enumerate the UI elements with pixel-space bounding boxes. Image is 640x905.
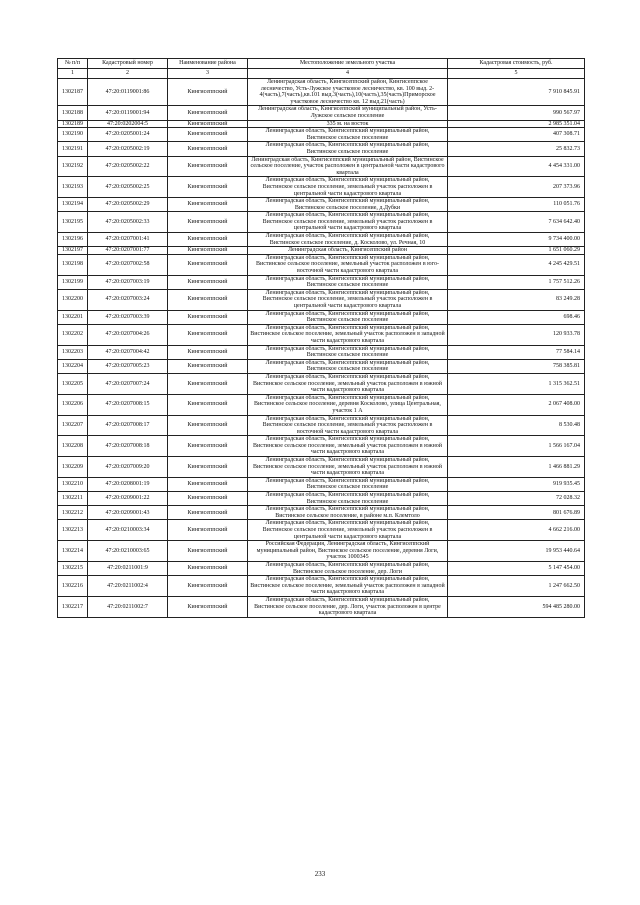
cadastral-cost: 19 953 440.64 bbox=[448, 541, 585, 562]
table-row bbox=[58, 289, 585, 310]
cadastral-number: 47:20:0202004:5 bbox=[88, 120, 168, 128]
row-number: 1302209 bbox=[58, 457, 88, 478]
location: Ленинградская область, Кингисеппский муниципальный район, Вистинское сельское поселение, земельный участок расположен в западной части кадастрового квартала bbox=[248, 324, 448, 345]
cadastral-cost: 1 757 512.26 bbox=[448, 275, 585, 289]
row-number: 1302216 bbox=[58, 576, 88, 597]
district-name: Кингисеппский bbox=[168, 106, 248, 120]
row-number: 1302197 bbox=[58, 247, 88, 255]
cadastral-number: 47:20:0207003:24 bbox=[88, 289, 168, 310]
district-name: Кингисеппский bbox=[168, 541, 248, 562]
cadastral-cost: 919 935.45 bbox=[448, 477, 585, 491]
district-name: Кингисеппский bbox=[168, 394, 248, 415]
cadastral-number: 47:20:0207009:20 bbox=[88, 457, 168, 478]
cadastral-cost: 5 147 454.00 bbox=[448, 561, 585, 575]
header-location: Местоположение земельного участка bbox=[248, 59, 448, 69]
cadastral-cost: 25 832.73 bbox=[448, 142, 585, 156]
cadastral-cost: 2 067 408.00 bbox=[448, 394, 585, 415]
district-name: Кингисеппский bbox=[168, 596, 248, 617]
location: Ленинградская область, Кингисеппский район, Кингисеппское лесничество, Усть-Лужское участковое лесничество, кв. 100 выд. 2-4(часть),7(часть),кв.101 выд.3(часть),10(часть),35(часть)Приморское участковое лесничество кв. 12 выд.21(часть) bbox=[248, 79, 448, 106]
cadastral-number: 47:20:0205001:24 bbox=[88, 128, 168, 142]
header-district: Наименование района bbox=[168, 59, 248, 69]
table-row bbox=[58, 156, 585, 177]
header-number: № п/п bbox=[58, 59, 88, 69]
table-row bbox=[58, 345, 585, 359]
table-row bbox=[58, 561, 585, 575]
row-number: 1302192 bbox=[58, 156, 88, 177]
cadastral-cost: 2 985 351.04 bbox=[448, 120, 585, 128]
district-name: Кингисеппский bbox=[168, 576, 248, 597]
table-row bbox=[58, 436, 585, 457]
cadastral-cost: 1 566 167.04 bbox=[448, 436, 585, 457]
location: Ленинградская область, Кингисеппский муниципальный район, Вистинское сельское поселение, земельный участок расположен в центральной части кадастрового квартала bbox=[248, 520, 448, 541]
cadastral-number: 47:20:0211002:4 bbox=[88, 576, 168, 597]
district-name: Кингисеппский bbox=[168, 359, 248, 373]
cadastral-number: 47:20:0208001:19 bbox=[88, 477, 168, 491]
cadastral-cost: 1 247 662.50 bbox=[448, 576, 585, 597]
row-number: 1302193 bbox=[58, 177, 88, 198]
district-name: Кингисеппский bbox=[168, 415, 248, 436]
district-name: Кингисеппский bbox=[168, 289, 248, 310]
table-row bbox=[58, 128, 585, 142]
row-number: 1302210 bbox=[58, 477, 88, 491]
cadastral-cost: 594 485 280.00 bbox=[448, 596, 585, 617]
location: Ленинградская область, Кингисеппский муниципальный район, Вистинское сельское поселение bbox=[248, 128, 448, 142]
row-number: 1302198 bbox=[58, 254, 88, 275]
table-row bbox=[58, 492, 585, 506]
cadastral-number: 47:20:0207003:19 bbox=[88, 275, 168, 289]
cadastral-number: 47:20:0209001:22 bbox=[88, 492, 168, 506]
row-number: 1302205 bbox=[58, 373, 88, 394]
header-cadastral-number: Кадастровый номер bbox=[88, 59, 168, 69]
table-body bbox=[58, 79, 585, 618]
district-name: Кингисеппский bbox=[168, 198, 248, 212]
row-number: 1302191 bbox=[58, 142, 88, 156]
location: Ленинградская область, Кингисеппский муниципальный район, Вистинское сельское поселение, земельный участок расположен в центральной части кадастрового квартала bbox=[248, 212, 448, 233]
table-row bbox=[58, 541, 585, 562]
district-name: Кингисеппский bbox=[168, 254, 248, 275]
row-number: 1302187 bbox=[58, 79, 88, 106]
cadastral-cost: 758 385.81 bbox=[448, 359, 585, 373]
table-row bbox=[58, 506, 585, 520]
header-cost: Кадастровая стоимость, руб. bbox=[448, 59, 585, 69]
row-number: 1302195 bbox=[58, 212, 88, 233]
cadastral-cost: 1 315 362.51 bbox=[448, 373, 585, 394]
cadastral-number: 47:20:0205002:29 bbox=[88, 198, 168, 212]
row-number: 1302199 bbox=[58, 275, 88, 289]
row-number: 1302214 bbox=[58, 541, 88, 562]
district-name: Кингисеппский bbox=[168, 561, 248, 575]
location: Ленинградская область, Кингисеппский муниципальный район, Вистинское сельское поселение bbox=[248, 359, 448, 373]
district-name: Кингисеппский bbox=[168, 247, 248, 255]
cadastral-cost: 1 651 060.29 bbox=[448, 247, 585, 255]
table-row bbox=[58, 596, 585, 617]
cadastral-number: 47:20:0207008:18 bbox=[88, 436, 168, 457]
district-name: Кингисеппский bbox=[168, 477, 248, 491]
cadastral-number: 47:20:0211002:7 bbox=[88, 596, 168, 617]
page-number: 233 bbox=[314, 870, 326, 878]
table-header-row bbox=[58, 59, 585, 69]
table-column-numbers-row bbox=[58, 69, 585, 79]
row-number: 1302201 bbox=[58, 310, 88, 324]
cadastral-number: 47:20:0207001:41 bbox=[88, 233, 168, 247]
location: Ленинградская область, Кингисеппский муниципальный район, Вистинское сельское поселение, земельный участок расположен в южной части кадастрового квартала bbox=[248, 373, 448, 394]
location: Ленинградская область, Кингисеппский муниципальный район, Вистинское сельское поселение, земельный участок расположен в центральной части кадастрового квартала bbox=[248, 177, 448, 198]
cadastral-cost: 120 933.78 bbox=[448, 324, 585, 345]
location: Ленинградская область, Кингисеппский муниципальный район, Вистинское сельское поселение, земельный участок расположен в восточной части кадастрового квартала bbox=[248, 415, 448, 436]
row-number: 1302207 bbox=[58, 415, 88, 436]
location: 335 м. на восток bbox=[248, 120, 448, 128]
location: Ленинградская область, Кингисеппский муниципальный район, Вистинское сельское поселение, земельный участок расположен в западной части кадастрового квартала bbox=[248, 576, 448, 597]
cadastral-number: 47:20:0209001:43 bbox=[88, 506, 168, 520]
location: Ленинградская область, Кингисеппский район bbox=[248, 247, 448, 255]
cadastral-number: 47:20:0207008:17 bbox=[88, 415, 168, 436]
district-name: Кингисеппский bbox=[168, 233, 248, 247]
location: Ленинградская область, Кингисеппский муниципальный район, Вистинское сельское поселение bbox=[248, 492, 448, 506]
table-row bbox=[58, 275, 585, 289]
row-number: 1302200 bbox=[58, 289, 88, 310]
cadastral-cost: 110 051.76 bbox=[448, 198, 585, 212]
column-number-1: 1 bbox=[58, 69, 88, 79]
district-name: Кингисеппский bbox=[168, 457, 248, 478]
location: Ленинградская область, Кингисеппский муниципальный район, Вистинское сельское поселение, дер. Логи bbox=[248, 561, 448, 575]
table-row bbox=[58, 212, 585, 233]
location: Ленинградская область, Кингисеппский муниципальный район, Вистинское сельское поселение, деревня Косколово, улица Центральная, участок 1 А bbox=[248, 394, 448, 415]
cadastral-cost: 4 454 331.00 bbox=[448, 156, 585, 177]
cadastral-number: 47:20:0207007:24 bbox=[88, 373, 168, 394]
district-name: Кингисеппский bbox=[168, 120, 248, 128]
row-number: 1302217 bbox=[58, 596, 88, 617]
cadastral-number: 47:20:0207004:26 bbox=[88, 324, 168, 345]
location: Ленинградская область, Кингисеппский муниципальный район, Вистинское сельское поселение bbox=[248, 477, 448, 491]
district-name: Кингисеппский bbox=[168, 345, 248, 359]
district-name: Кингисеппский bbox=[168, 506, 248, 520]
cadastral-number: 47:20:0210003:65 bbox=[88, 541, 168, 562]
row-number: 1302204 bbox=[58, 359, 88, 373]
location: Ленинградская область, Кингисеппский муниципальный район, Вистинское сельское поселение, земельный участок расположен в южной части кадастрового квартала bbox=[248, 457, 448, 478]
district-name: Кингисеппский bbox=[168, 79, 248, 106]
cadastral-number: 47:20:0205002:33 bbox=[88, 212, 168, 233]
table-row bbox=[58, 394, 585, 415]
table-row bbox=[58, 106, 585, 120]
location: Ленинградская область, Кингисеппский муниципальный район, Вистинское сельское поселение, земельный участок расположен в юго-восточной части кадастрового квартала bbox=[248, 254, 448, 275]
district-name: Кингисеппский bbox=[168, 128, 248, 142]
cadastral-number: 47:20:0119001:94 bbox=[88, 106, 168, 120]
cadastral-number: 47:20:0211001:9 bbox=[88, 561, 168, 575]
cadastral-cost: 72 028.32 bbox=[448, 492, 585, 506]
cadastral-number: 47:20:0210003:34 bbox=[88, 520, 168, 541]
cadastral-number: 47:20:0207001:77 bbox=[88, 247, 168, 255]
cadastral-number: 47:20:0207008:15 bbox=[88, 394, 168, 415]
district-name: Кингисеппский bbox=[168, 492, 248, 506]
district-name: Кингисеппский bbox=[168, 373, 248, 394]
district-name: Кингисеппский bbox=[168, 275, 248, 289]
row-number: 1302212 bbox=[58, 506, 88, 520]
table-row bbox=[58, 233, 585, 247]
district-name: Кингисеппский bbox=[168, 324, 248, 345]
cadastral-cost: 698.46 bbox=[448, 310, 585, 324]
column-number-3: 3 bbox=[168, 69, 248, 79]
location: Ленинградская область, Кингисеппский муниципальный район, Вистинское сельское поселение bbox=[248, 345, 448, 359]
row-number: 1302206 bbox=[58, 394, 88, 415]
cadastral-cost: 4 662 216.00 bbox=[448, 520, 585, 541]
row-number: 1302215 bbox=[58, 561, 88, 575]
table-row bbox=[58, 324, 585, 345]
cadastral-number: 47:20:0207004:42 bbox=[88, 345, 168, 359]
row-number: 1302202 bbox=[58, 324, 88, 345]
table-row bbox=[58, 415, 585, 436]
cadastral-cost: 8 530.48 bbox=[448, 415, 585, 436]
location: Ленинградская область, Кингисеппский муниципальный район, Вистинское сельское поселение, земельный участок расположен в центральной части кадастрового квартала bbox=[248, 289, 448, 310]
row-number: 1302196 bbox=[58, 233, 88, 247]
cadastral-table bbox=[57, 58, 585, 618]
table-row bbox=[58, 457, 585, 478]
location: Ленинградская область, Кингисеппский муниципальный район, Усть-Лужское сельское поселение bbox=[248, 106, 448, 120]
table-row bbox=[58, 310, 585, 324]
district-name: Кингисеппский bbox=[168, 142, 248, 156]
cadastral-cost: 83 249.28 bbox=[448, 289, 585, 310]
row-number: 1302194 bbox=[58, 198, 88, 212]
cadastral-number: 47:20:0207003:39 bbox=[88, 310, 168, 324]
table-row bbox=[58, 359, 585, 373]
location: Ленинградская область, Кингисеппский муниципальный район, Вистинское сельское поселение bbox=[248, 275, 448, 289]
location: Ленинградская область, Кингисеппский муниципальный район, Вистинское сельское поселение bbox=[248, 142, 448, 156]
row-number: 1302213 bbox=[58, 520, 88, 541]
cadastral-cost: 801 676.89 bbox=[448, 506, 585, 520]
table-row bbox=[58, 477, 585, 491]
cadastral-cost: 207 373.96 bbox=[448, 177, 585, 198]
location: Ленинградская область, Кингисеппский муниципальный район, Вистинское сельское поселение, дер. Логи, участок расположен в центре кадастрового квартала bbox=[248, 596, 448, 617]
district-name: Кингисеппский bbox=[168, 520, 248, 541]
column-number-2: 2 bbox=[88, 69, 168, 79]
district-name: Кингисеппский bbox=[168, 156, 248, 177]
cadastral-cost: 77 584.14 bbox=[448, 345, 585, 359]
row-number: 1302211 bbox=[58, 492, 88, 506]
cadastral-cost: 4 245 429.51 bbox=[448, 254, 585, 275]
location: Ленинградская обасть, Кингисеппский муниципальный район, Вистинское сельское поселение, участок расположен в центральной части кадастрового квартала bbox=[248, 156, 448, 177]
row-number: 1302188 bbox=[58, 106, 88, 120]
table-row bbox=[58, 142, 585, 156]
district-name: Кингисеппский bbox=[168, 436, 248, 457]
table-row bbox=[58, 177, 585, 198]
cadastral-cost: 990 567.97 bbox=[448, 106, 585, 120]
cadastral-cost: 9 734 400.00 bbox=[448, 233, 585, 247]
cadastral-number: 47:20:0119001:86 bbox=[88, 79, 168, 106]
cadastral-number: 47:20:0205002:25 bbox=[88, 177, 168, 198]
table-row bbox=[58, 120, 585, 128]
cadastral-number: 47:20:0205002:22 bbox=[88, 156, 168, 177]
column-number-5: 5 bbox=[448, 69, 585, 79]
column-number-4: 4 bbox=[248, 69, 448, 79]
district-name: Кингисеппский bbox=[168, 212, 248, 233]
table-row bbox=[58, 247, 585, 255]
location: Ленинградская область, Кингисеппский муниципальный район, Вистинское сельское поселение, земельный участок расположен в южной части кадастрового квартала bbox=[248, 436, 448, 457]
table-row bbox=[58, 576, 585, 597]
cadastral-number: 47:20:0207005:23 bbox=[88, 359, 168, 373]
table-row bbox=[58, 79, 585, 106]
row-number: 1302189 bbox=[58, 120, 88, 128]
cadastral-number: 47:20:0207002:58 bbox=[88, 254, 168, 275]
cadastral-cost: 7 910 845.91 bbox=[448, 79, 585, 106]
row-number: 1302190 bbox=[58, 128, 88, 142]
cadastral-cost: 1 466 881.29 bbox=[448, 457, 585, 478]
location: Российская Федерация, Ленинградская область, Кингисеппский муниципальный район, Вистинское сельское поселение, деревня Логи, участок 1000345 bbox=[248, 541, 448, 562]
cadastral-cost: 407 308.71 bbox=[448, 128, 585, 142]
location: Ленинградская область, Кингисеппский муниципальный район, Вистинское сельское поселение, в районе м.п. Клемтоло bbox=[248, 506, 448, 520]
district-name: Кингисеппский bbox=[168, 310, 248, 324]
row-number: 1302203 bbox=[58, 345, 88, 359]
location: Ленинградская область, Кингисеппский муниципальный район, Вистинское сельское поселение, д. Косколово, ул. Речная, 10 bbox=[248, 233, 448, 247]
cadastral-number: 47:20:0205002:19 bbox=[88, 142, 168, 156]
cadastral-cost: 7 634 642.40 bbox=[448, 212, 585, 233]
district-name: Кингисеппский bbox=[168, 177, 248, 198]
location: Ленинградская область, Кингисеппский муниципальный район, Вистинское сельское поселение bbox=[248, 310, 448, 324]
table-row bbox=[58, 198, 585, 212]
table-row bbox=[58, 254, 585, 275]
document-page bbox=[57, 58, 584, 618]
row-number: 1302208 bbox=[58, 436, 88, 457]
location: Ленинградская область, Кингисеппский муниципальный район, Вистинское сельское поселение, д.Дубки bbox=[248, 198, 448, 212]
table-row bbox=[58, 520, 585, 541]
table-row bbox=[58, 373, 585, 394]
